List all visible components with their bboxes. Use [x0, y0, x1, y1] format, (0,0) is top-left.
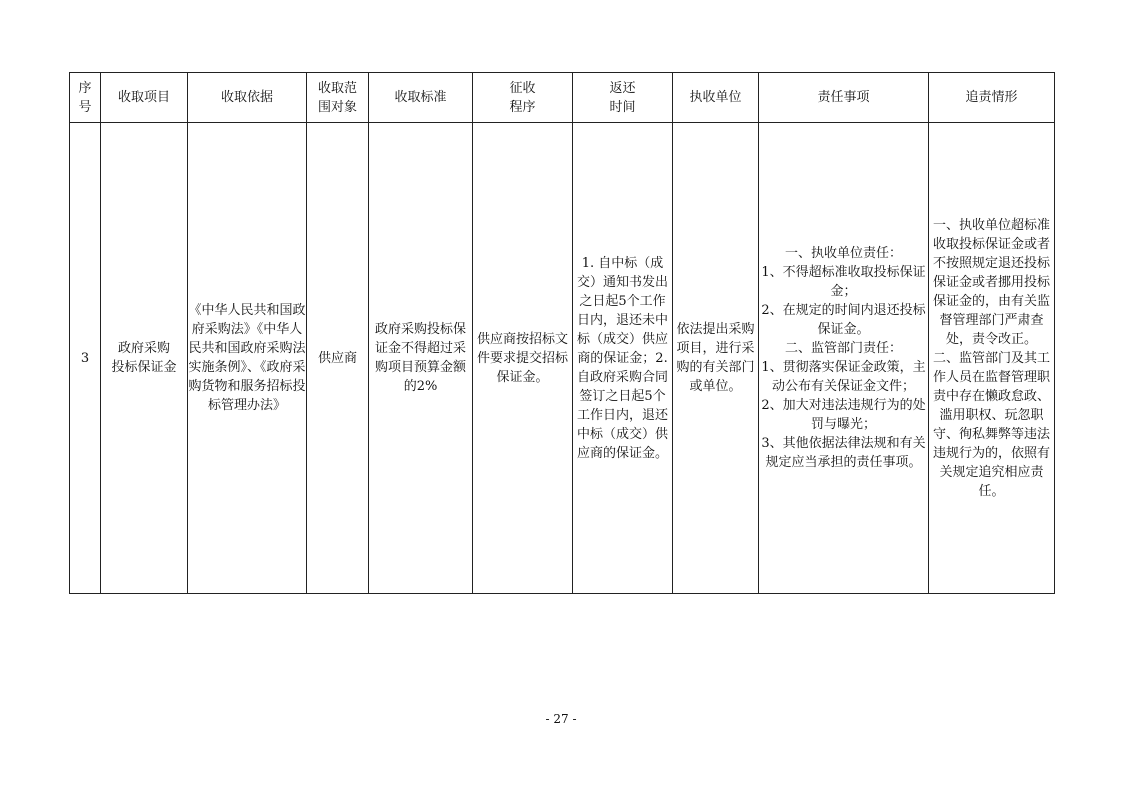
- cell-standard: 政府采购投标保证金不得超过采购项目预算金额的2%: [369, 123, 473, 594]
- header-return-time: 返还 时间: [573, 73, 673, 123]
- header-standard: 收取标准: [369, 73, 473, 123]
- cell-responsibilities: 一、执收单位责任： 1、不得超标准收取投标保证金； 2、在规定的时间内退还投标保证金。 二、监管部门责任： 1、贯彻落实保证金政策，主动公布有关保证金文件； 2、加大对违法违规行为的处罚与曝光； 3、其他依据法律法规和有关规定应当承担的责任事项。: [759, 123, 929, 594]
- cell-scope: 供应商: [307, 123, 369, 594]
- header-basis: 收取依据: [188, 73, 307, 123]
- cell-index: 3: [70, 123, 101, 594]
- header-index: 序 号: [70, 73, 101, 123]
- cell-procedure: 供应商按招标文件要求提交招标保证金。: [473, 123, 573, 594]
- header-scope: 收取范 围对象: [307, 73, 369, 123]
- fee-table: [69, 72, 1055, 594]
- cell-return-time: 1. 自中标（成交）通知书发出之日起5个工作日内，退还未中标（成交）供应商的保证金；2.自政府采购合同签订之日起5个工作日内，退还中标（成交）供应商的保证金。: [573, 123, 673, 594]
- cell-basis: 《中华人民共和国政府采购法》《中华人民共和国政府采购法实施条例》、《政府采购货物和服务招标投标管理办法》: [188, 123, 307, 594]
- cell-accountability: 一、执收单位超标准收取投标保证金或者不按照规定退还投标保证金或者挪用投标保证金的，由有关监督管理部门严肃查处，责令改正。 二、监管部门及其工作人员在监督管理职责中存在懒政怠政、滥用职权、玩忽职守、徇私舞弊等违法违规行为的，依照有关规定追究相应责任。: [929, 123, 1055, 594]
- table-row: [70, 123, 1055, 594]
- cell-collector: 依法提出采购项目，进行采购的有关部门或单位。: [673, 123, 759, 594]
- header-row: [70, 73, 1055, 123]
- header-item: 收取项目: [101, 73, 188, 123]
- header-responsibilities: 责任事项: [759, 73, 929, 123]
- cell-item: 政府采购 投标保证金: [101, 123, 188, 594]
- page-number: - 27 -: [545, 712, 577, 726]
- header-collector: 执收单位: [673, 73, 759, 123]
- header-procedure: 征收 程序: [473, 73, 573, 123]
- header-accountability: 追责情形: [929, 73, 1055, 123]
